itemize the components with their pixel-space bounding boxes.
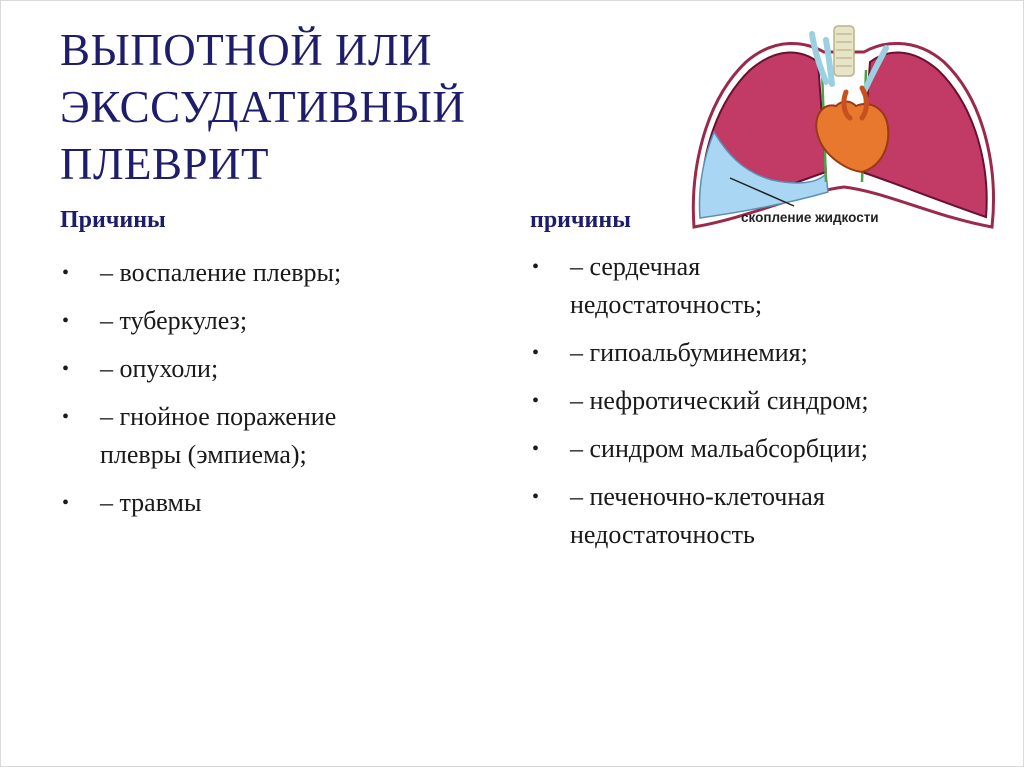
list-item	[60, 398, 490, 474]
list-item-text: – нефротический синдром;	[570, 386, 869, 415]
list-item-text: – сердечная	[570, 252, 701, 281]
list-item-text-cont: недостаточность;	[570, 290, 763, 319]
list-item-text: – печеночно-клеточная	[570, 482, 825, 511]
bullet: •	[62, 310, 70, 332]
left-column	[60, 202, 490, 522]
bullet: •	[532, 342, 540, 364]
list-item	[530, 478, 990, 554]
list-item	[60, 484, 490, 522]
bullet: •	[532, 256, 540, 278]
bullet: •	[532, 390, 540, 412]
right-heading: причины	[530, 207, 631, 233]
list-item-text: – гипоальбуминемия;	[570, 338, 808, 367]
bullet: •	[532, 438, 540, 460]
list-item	[60, 302, 490, 340]
list-item-text: – воспаление плевры;	[100, 258, 342, 287]
bullet: •	[532, 486, 540, 508]
bullet: •	[62, 262, 70, 284]
left-heading: Причины	[60, 207, 166, 233]
list-item-text: – гнойное поражение	[100, 402, 337, 431]
list-item	[530, 382, 990, 420]
right-list	[530, 248, 990, 554]
title-line-2: ЭКССУДАТИВНЫЙ	[60, 82, 466, 132]
figure-caption: скопление жидкости	[741, 210, 879, 225]
list-item-text-cont: недостаточность	[570, 520, 755, 549]
slide-title	[60, 22, 530, 193]
list-item-text: – туберкулез;	[100, 306, 248, 335]
list-item	[530, 430, 990, 468]
list-item	[530, 334, 990, 372]
list-item	[60, 350, 490, 388]
right-column	[530, 202, 990, 554]
bullet: •	[62, 406, 70, 428]
list-item-text: – травмы	[100, 488, 202, 517]
bullet: •	[62, 492, 70, 514]
list-item-text: – опухоли;	[100, 354, 219, 383]
left-list	[60, 254, 490, 522]
title-line-3: ПЛЕВРИТ	[60, 139, 270, 189]
list-item	[530, 248, 990, 324]
list-item-text-cont: плевры (эмпиема);	[100, 440, 307, 469]
list-item-text: – синдром мальабсорбции;	[570, 434, 868, 463]
title-line-1: ВЫПОТНОЙ ИЛИ	[60, 25, 432, 75]
bullet: •	[62, 358, 70, 380]
list-item	[60, 254, 490, 292]
